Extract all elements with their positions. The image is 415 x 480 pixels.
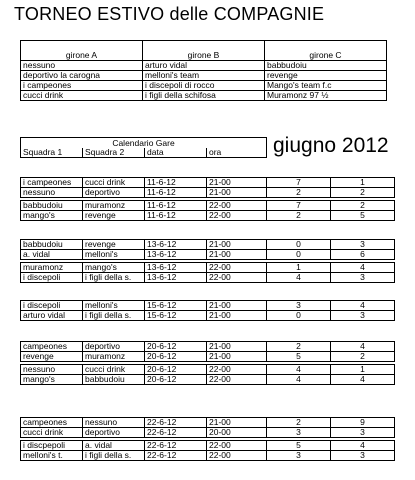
score1-cell: 2 (267, 342, 331, 352)
score1-cell: 7 (267, 201, 331, 211)
score1-cell: 5 (267, 441, 331, 451)
groups-row (21, 91, 387, 101)
team1-cell: melloni's t. (21, 451, 83, 461)
group-team: i campeones (21, 81, 143, 91)
groups-table (20, 40, 387, 101)
groups-row (21, 71, 387, 81)
group-team: i figli della schifosa (143, 91, 265, 101)
time-cell: 21-00 (207, 240, 267, 250)
group-team: arturo vidal (143, 61, 265, 71)
score1-cell: 3 (267, 428, 331, 438)
score1-cell: 5 (267, 352, 331, 362)
date-cell: 11-6-12 (145, 188, 207, 198)
score2-cell: 4 (331, 375, 395, 385)
score2-cell: 1 (331, 178, 395, 188)
match-row (21, 240, 395, 250)
match-block (20, 341, 395, 385)
score2-cell: 2 (331, 201, 395, 211)
group-team: melloni's team (143, 71, 265, 81)
match-row (21, 375, 395, 385)
team2-cell: deportivo (83, 428, 145, 438)
time-cell: 21-00 (207, 342, 267, 352)
score1-cell: 1 (267, 263, 331, 273)
score1-cell: 3 (267, 451, 331, 461)
team1-cell: babbudoiu (21, 240, 83, 250)
team2-cell: babbudoiu (83, 375, 145, 385)
team1-cell: mango's (21, 375, 83, 385)
date-cell: 20-6-12 (145, 365, 207, 375)
match-block (20, 239, 395, 283)
date-cell: 22-6-12 (145, 441, 207, 451)
time-cell: 22-00 (207, 451, 267, 461)
score2-cell: 4 (331, 301, 395, 311)
team1-cell: babbudoiu (21, 201, 83, 211)
team1-cell: i discepoli (21, 273, 83, 283)
team2-cell: revenge (83, 211, 145, 221)
score1-cell: 2 (267, 418, 331, 428)
team1-cell: arturo vidal (21, 311, 83, 321)
match-row (21, 441, 395, 451)
score1-cell: 2 (267, 188, 331, 198)
group-c-header: girone C (265, 41, 387, 61)
date-cell: 20-6-12 (145, 352, 207, 362)
groups-header-row (21, 41, 387, 61)
page-title: TORNEO ESTIVO delle COMPAGNIE (14, 4, 325, 24)
score2-cell: 5 (331, 211, 395, 221)
team2-cell: melloni's (83, 301, 145, 311)
score1-cell: 0 (267, 250, 331, 260)
score2-cell: 1 (331, 365, 395, 375)
group-team: babbudoiu (265, 61, 387, 71)
team1-cell: i discepoli (21, 301, 83, 311)
time-cell: 21-00 (207, 352, 267, 362)
time-cell: 21-00 (207, 418, 267, 428)
match-row (21, 211, 395, 221)
team2-cell: a. vidal (83, 441, 145, 451)
score2-cell: 2 (331, 352, 395, 362)
team1-cell: i campeones (21, 178, 83, 188)
score1-cell: 2 (267, 211, 331, 221)
calendar-header (20, 137, 267, 158)
match-row (21, 178, 395, 188)
date-cell: 13-6-12 (145, 240, 207, 250)
date-cell: 13-6-12 (145, 273, 207, 283)
team2-cell: mango's (83, 263, 145, 273)
group-b-header: girone B (143, 41, 265, 61)
time-cell: 22-00 (207, 201, 267, 211)
match-block (20, 300, 395, 321)
date-cell: 15-6-12 (145, 301, 207, 311)
match-block (20, 177, 395, 221)
match-row (21, 250, 395, 260)
date-cell: 15-6-12 (145, 311, 207, 321)
group-team: i discepoli di rocco (143, 81, 265, 91)
time-cell: 21-00 (207, 178, 267, 188)
score1-cell: 3 (267, 301, 331, 311)
groups-row (21, 81, 387, 91)
time-cell: 21-00 (207, 311, 267, 321)
match-row (21, 188, 395, 198)
score2-cell: 9 (331, 418, 395, 428)
match-row (21, 263, 395, 273)
score2-cell: 3 (331, 311, 395, 321)
score1-cell: 4 (267, 273, 331, 283)
team2-cell: i figli della s. (83, 273, 145, 283)
date-cell: 11-6-12 (145, 211, 207, 221)
date-cell: 20-6-12 (145, 342, 207, 352)
team2-cell: deportivo (83, 342, 145, 352)
group-team: revenge (265, 71, 387, 81)
group-team: cucci drink (21, 91, 143, 101)
time-cell: 20-00 (207, 428, 267, 438)
team2-cell: revenge (83, 240, 145, 250)
team2-cell: melloni's (83, 250, 145, 260)
team2-cell: cucci drink (83, 178, 145, 188)
score1-cell: 4 (267, 365, 331, 375)
calendar-caption: Calendario Gare (21, 138, 267, 149)
score1-cell: 4 (267, 375, 331, 385)
score2-cell: 3 (331, 451, 395, 461)
team1-cell: a. vidal (21, 250, 83, 260)
match-row (21, 342, 395, 352)
time-cell: 22-00 (207, 273, 267, 283)
score2-cell: 3 (331, 428, 395, 438)
group-team: Muramonz 97 ½ (265, 91, 387, 101)
calendar-columns-row (21, 148, 267, 158)
match-row (21, 418, 395, 428)
match-row (21, 273, 395, 283)
team1-cell: muramonz (21, 263, 83, 273)
match-row (21, 428, 395, 438)
group-team: nessuno (21, 61, 143, 71)
team1-cell: i discpepoli (21, 441, 83, 451)
time-cell: 22-00 (207, 263, 267, 273)
time-cell: 21-00 (207, 301, 267, 311)
time-cell: 22-00 (207, 375, 267, 385)
team2-cell: nessuno (83, 418, 145, 428)
team1-cell: revenge (21, 352, 83, 362)
score2-cell: 2 (331, 188, 395, 198)
team2-cell: i figli della s. (83, 311, 145, 321)
match-row (21, 352, 395, 362)
match-block (20, 417, 395, 461)
score2-cell: 6 (331, 250, 395, 260)
team1-cell: nessuno (21, 188, 83, 198)
time-cell: 22-00 (207, 211, 267, 221)
date-cell: 11-6-12 (145, 178, 207, 188)
date-cell: 22-6-12 (145, 451, 207, 461)
time-cell: 22-00 (207, 441, 267, 451)
team2-cell: muramonz (83, 201, 145, 211)
col-time-header: ora (207, 148, 267, 158)
score2-cell: 4 (331, 441, 395, 451)
team2-cell: muramonz (83, 352, 145, 362)
score2-cell: 4 (331, 263, 395, 273)
groups-row (21, 61, 387, 71)
time-cell: 22-00 (207, 365, 267, 375)
date-cell: 22-6-12 (145, 428, 207, 438)
match-row (21, 201, 395, 211)
score2-cell: 3 (331, 273, 395, 283)
team2-cell: cucci drink (83, 365, 145, 375)
date-cell: 13-6-12 (145, 263, 207, 273)
date-cell: 11-6-12 (145, 201, 207, 211)
date-cell: 13-6-12 (145, 250, 207, 260)
group-team: Mango's team f.c (265, 81, 387, 91)
date-cell: 20-6-12 (145, 375, 207, 385)
match-row (21, 301, 395, 311)
month-label: giugno 2012 (273, 134, 389, 157)
team1-cell: cucci drink (21, 428, 83, 438)
team2-cell: deportivo (83, 188, 145, 198)
team1-cell: nessuno (21, 365, 83, 375)
time-cell: 21-00 (207, 188, 267, 198)
col-team1-header: Squadra 1 (21, 148, 83, 158)
time-cell: 21-00 (207, 250, 267, 260)
score1-cell: 7 (267, 178, 331, 188)
col-team2-header: Squadra 2 (83, 148, 145, 158)
match-row (21, 451, 395, 461)
score2-cell: 4 (331, 342, 395, 352)
group-a-header: girone A (21, 41, 143, 61)
match-row (21, 311, 395, 321)
group-team: deportivo la carogna (21, 71, 143, 81)
match-row (21, 365, 395, 375)
date-cell: 22-6-12 (145, 418, 207, 428)
col-date-header: data (145, 148, 207, 158)
team1-cell: mango's (21, 211, 83, 221)
score1-cell: 0 (267, 311, 331, 321)
team1-cell: campeones (21, 418, 83, 428)
score2-cell: 3 (331, 240, 395, 250)
score1-cell: 0 (267, 240, 331, 250)
team2-cell: i figli della s. (83, 451, 145, 461)
team1-cell: campeones (21, 342, 83, 352)
